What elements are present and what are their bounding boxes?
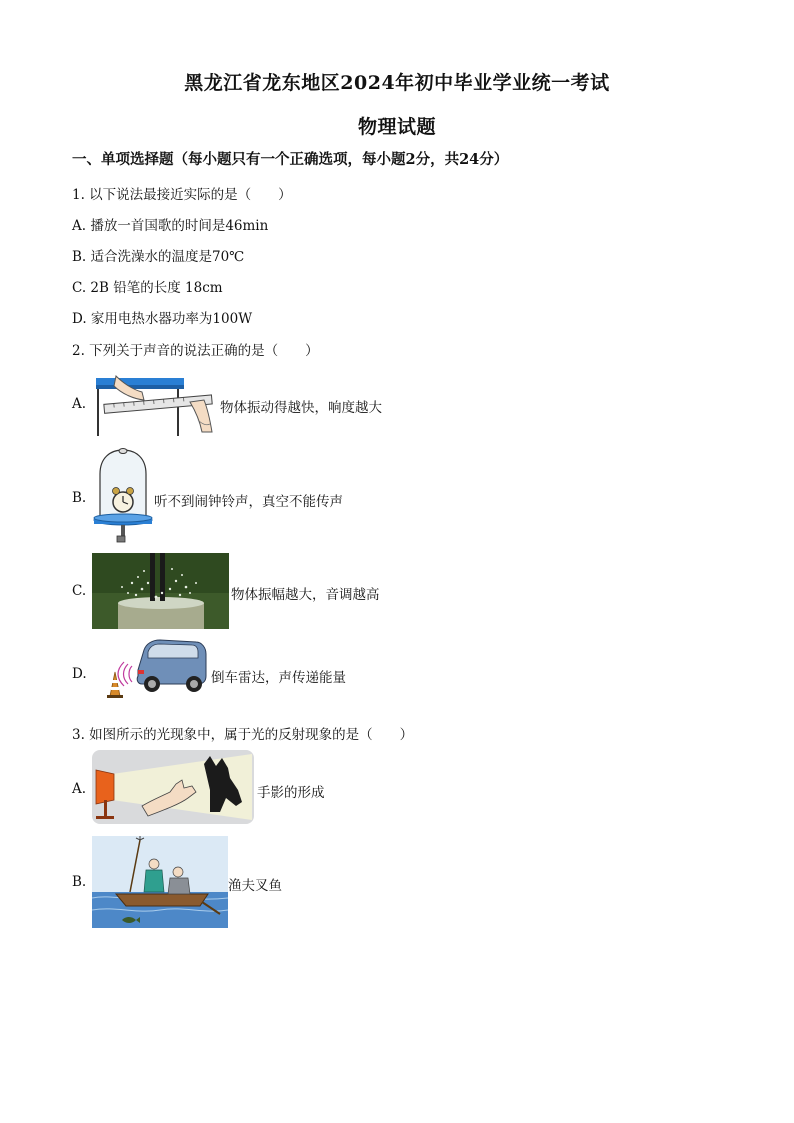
question-3-option-a-caption: 手影的形成: [257, 785, 325, 801]
question-2-option-b-letter: B.: [72, 490, 87, 506]
question-2-option-b-caption: 听不到闹钟铃声，真空不能传声: [154, 494, 343, 510]
question-1-option-c: C. 2B 铅笔的长度 18cm: [72, 280, 223, 296]
exam-title: 黑龙江省龙东地区2024年初中毕业学业统一考试: [184, 72, 610, 94]
question-1-option-b: B. 适合洗澡水的温度是70℃: [72, 249, 245, 265]
question-2-option-a-caption: 物体振动得越快，响度越大: [220, 400, 382, 416]
question-2-stem: 2. 下列关于声音的说法正确的是（ ）: [72, 343, 319, 359]
question-2-option-c-caption: 物体振幅越大，音调越高: [231, 587, 380, 603]
question-2-option-d-caption: 倒车雷达，声传递能量: [211, 670, 346, 686]
section-heading: 一、单项选择题（每小题只有一个正确选项，每小题2分，共24分）: [72, 151, 509, 168]
ruler-on-table-image: [94, 372, 218, 438]
question-3-option-b-letter: B.: [72, 874, 87, 890]
bell-jar-alarm-clock-image: [92, 446, 154, 546]
exam-subtitle: 物理试题: [357, 116, 436, 138]
question-3-option-b-caption: 渔夫叉鱼: [228, 878, 282, 894]
question-1-option-d: D. 家用电热水器功率为100W: [72, 311, 253, 327]
question-3-option-a-letter: A.: [72, 781, 87, 797]
question-1-option-a: A. 播放一首国歌的时间是46min: [72, 218, 269, 234]
question-3-stem: 3. 如图所示的光现象中，属于光的反射现象的是（ ）: [72, 727, 414, 743]
question-2-option-a-letter: A.: [72, 396, 87, 412]
tuning-fork-water-splash-image: [92, 553, 229, 629]
question-2-option-d-letter: D.: [72, 666, 87, 682]
hand-shadow-image: [92, 750, 254, 824]
question-1-stem: 1. 以下说法最接近实际的是（ ）: [72, 187, 292, 203]
question-2-option-c-letter: C.: [72, 583, 87, 599]
car-reversing-radar-image: [104, 636, 208, 698]
fisherman-spearing-fish-image: [92, 836, 228, 928]
